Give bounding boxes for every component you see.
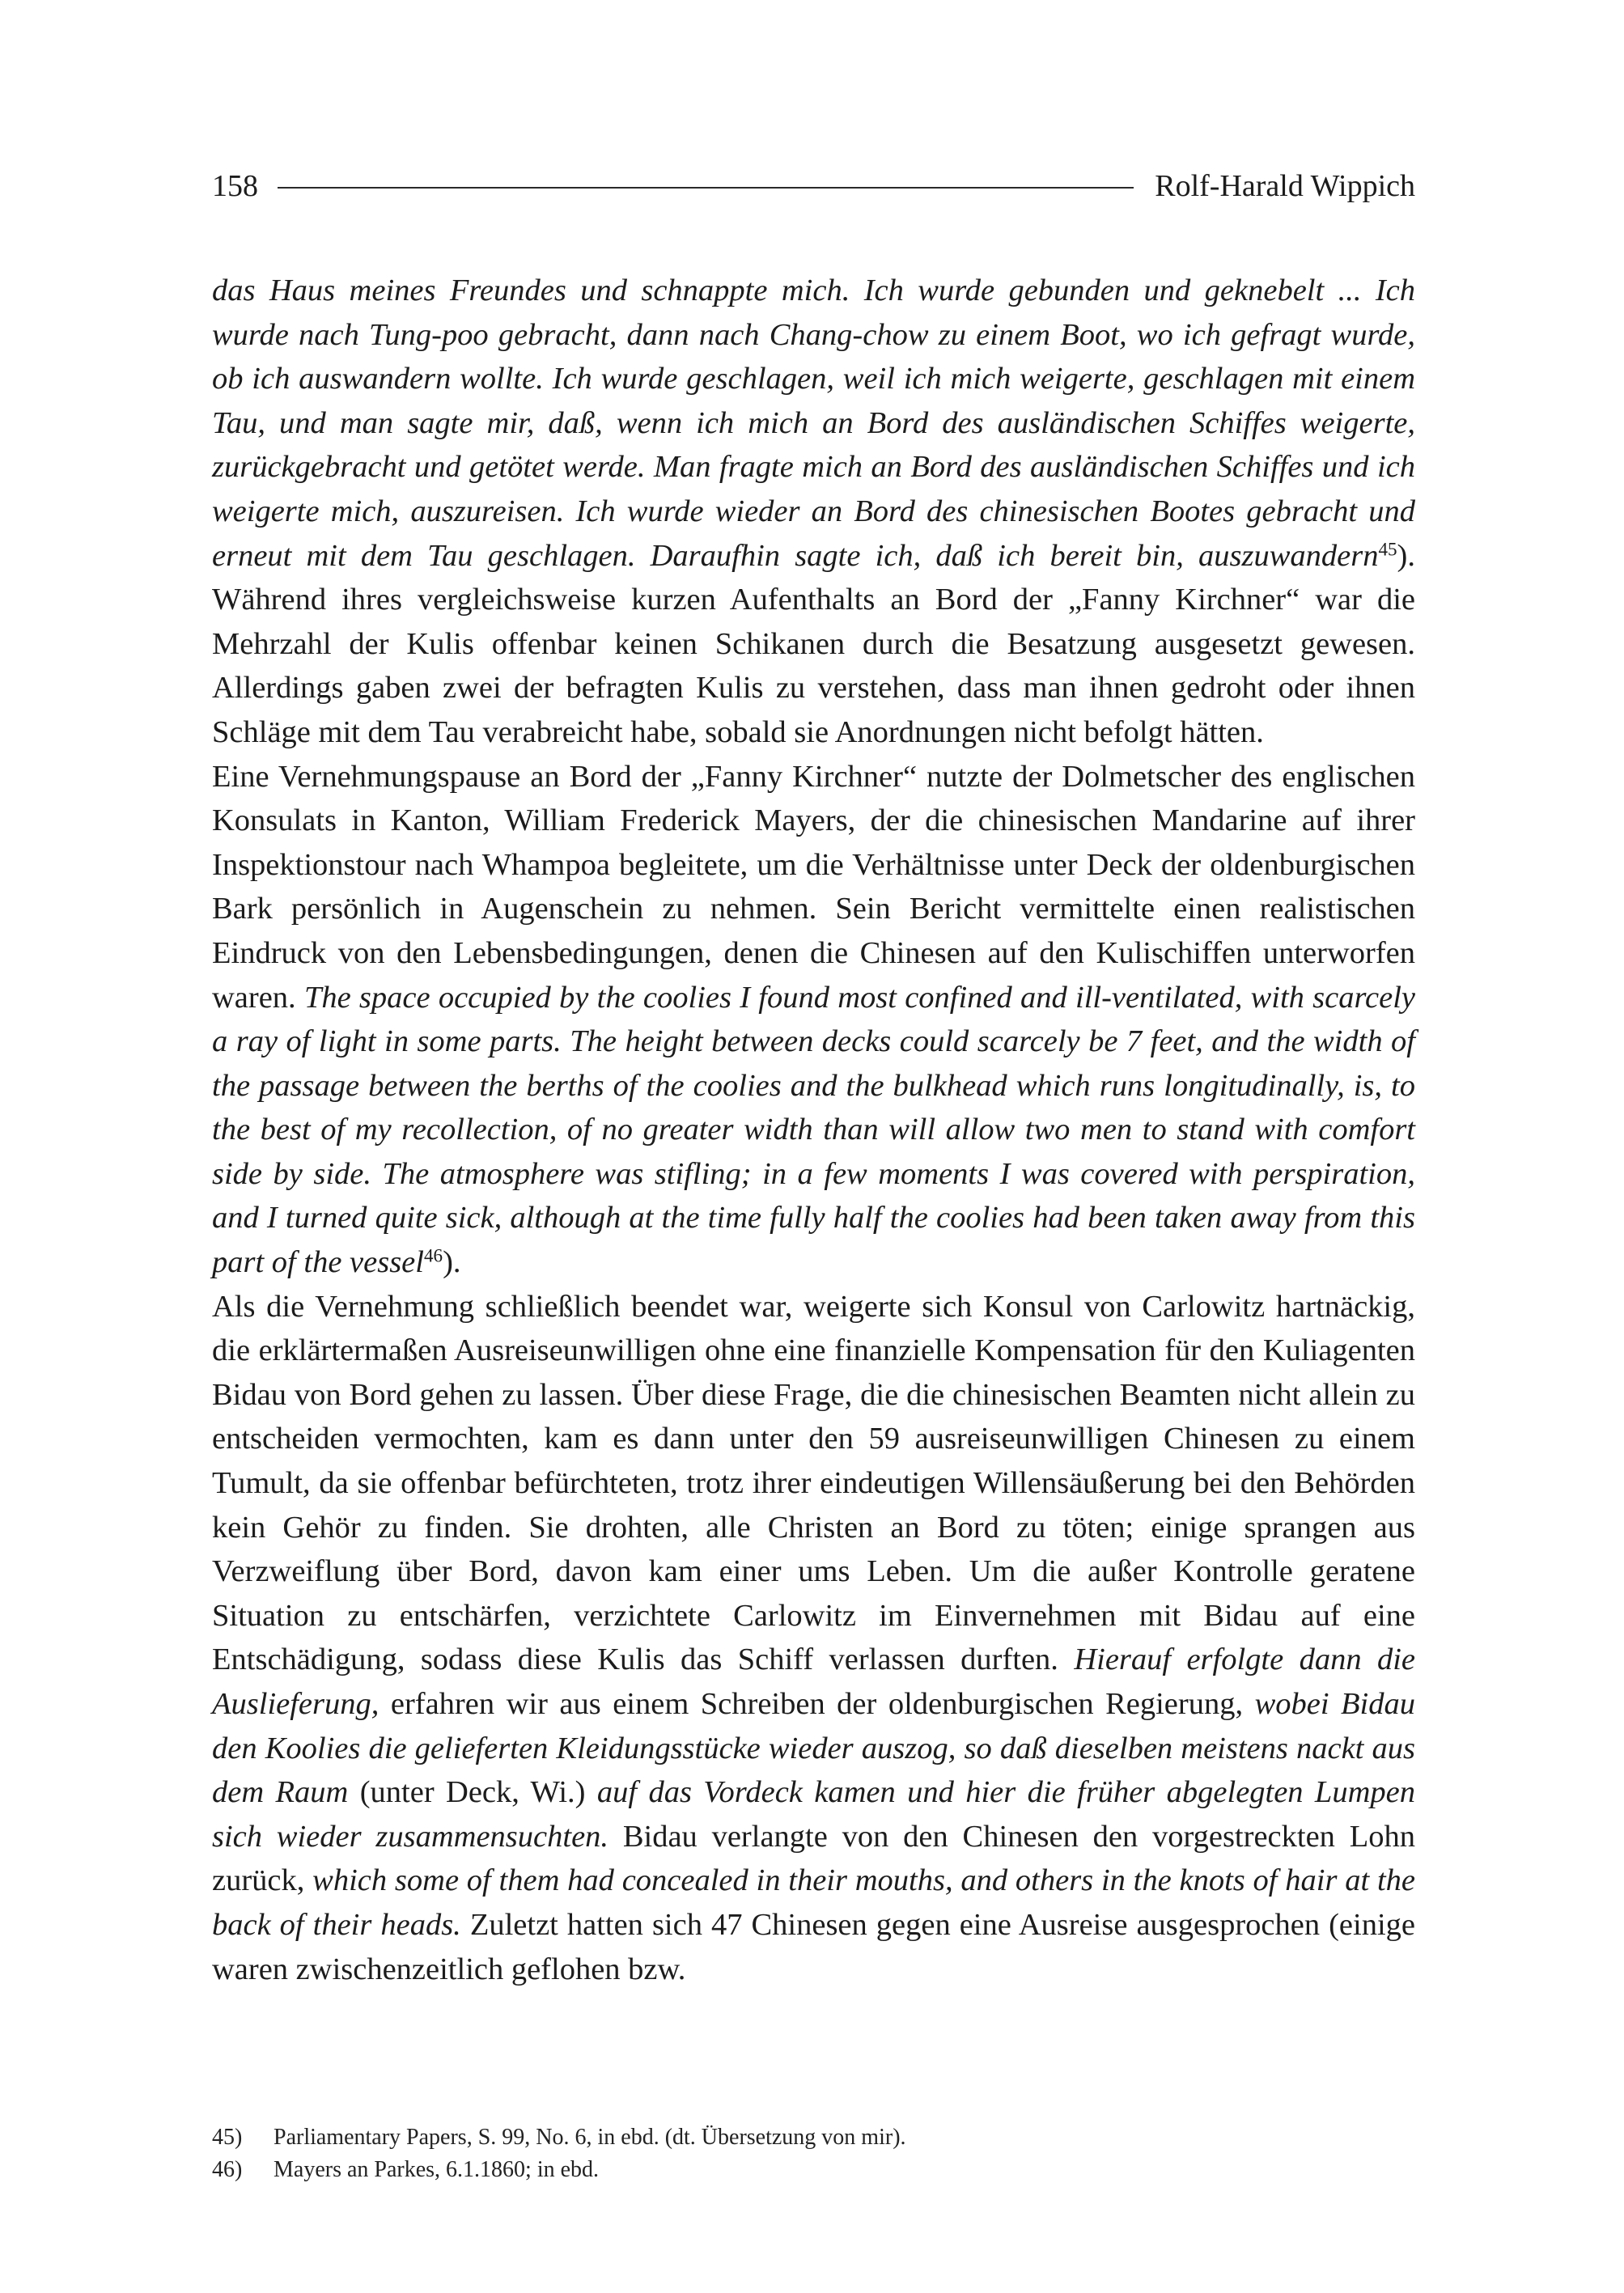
running-head: Rolf-Harald Wippich — [1155, 169, 1415, 203]
paragraph-1 — [212, 269, 1415, 755]
footnote-text: Parliamentary Papers, S. 99, No. 6, in ebd. (dt. Übersetzung von mir). — [273, 2125, 906, 2150]
body-text: Zuletzt hatten sich 47 Chinesen gegen eine Ausreise ausgesprochen (einige waren zwischenzeitlich geflohen bzw. — [212, 1907, 1415, 1986]
quote-text: The space occupied by the coolies I found most confined and ill-ventilated, with scarcely a ray of light in some parts. The height between decks could scarcely be 7 feet, and the width of the passage between the berths of the coolies and the bulkhead which runs longitudinally, is, to the best of my recollection, of no greater width than will allow two men to stand with comfort side by side. The atmosphere was stifling; in a few moments I was covered with perspiration, and I turned quite sick, although at the time fully half the coolies had been taken away from this part of the vessel — [212, 980, 1416, 1280]
quote-text: Hierauf erfolgte dann die Auslieferung, — [212, 1642, 1415, 1721]
page-number: 158 — [212, 169, 258, 203]
main-text — [212, 269, 1415, 1991]
footnote-text: Mayers an Parkes, 6.1.1860; in ebd. — [273, 2157, 600, 2182]
footnote-ref-45: 45 — [1378, 537, 1397, 559]
body-text: Eine Vernehmungspause an Bord der „Fanny Kirchner“ nutzte der Dolmetscher des englischen Konsulats in Kanton, William Frederick Mayers, der die chinesischen Mandarine auf ihrer Inspektionstour nach Whampoa begleitete, um die Verhältnisse unter Deck der oldenburgischen Bark persönlich in Augenschein zu nehmen. Sein Bericht vermittelte einen realistischen Eindruck von den Lebensbedingungen, denen die Chinesen auf den Kulischiffen unterworfen waren. — [212, 759, 1415, 1015]
quote-text: which some of them had concealed in their mouths, and others in the knots of hair at the back of their heads. — [212, 1863, 1415, 1942]
quote-text: wobei Bidau den Koolies die gelieferten Kleidungsstücke wieder auszog, so daß dieselben meistens nackt aus dem Raum — [212, 1687, 1415, 1810]
footnotes — [212, 2121, 1415, 2186]
body-text: erfahren wir aus einem Schreiben der oldenburgischen Regierung, — [379, 1687, 1255, 1721]
paragraph-3 — [212, 1285, 1415, 1992]
footnote-number: 46) — [212, 2157, 243, 2182]
footnote-46 — [212, 2154, 1415, 2186]
paragraph-2 — [212, 755, 1415, 1285]
quote-text: auf das Vordeck kamen und hier die früher abgelegten Lumpen sich wieder zusammensuchten. — [212, 1775, 1415, 1854]
footnote-ref-46: 46 — [423, 1244, 443, 1266]
footnote-45 — [212, 2121, 1415, 2154]
body-text: (unter Deck, Wi.) — [348, 1775, 597, 1810]
body-text: Bidau verlangte von den Chinesen den vorgestreckten Lohn zurück, — [212, 1819, 1415, 1898]
body-text: Als die Vernehmung schließlich beendet war, weigerte sich Konsul von Carlowitz hartnäckig, die erklärtermaßen Ausreiseunwilligen ohne eine finanzielle Kompensation für den Kuliagenten Bidau von Bord gehen zu lassen. Über diese Frage, die die chinesischen Beamten nicht allein zu entscheiden vermochten, kam es dann unter den 59 ausreiseunwilligen Chinesen zu einem Tumult, da sie offenbar befürchteten, trotz ihrer eindeutigen Willensäußerung bei den Behörden kein Gehör zu finden. Sie drohten, alle Christen an Bord zu töten; einige sprangen aus Verzweiflung über Bord, davon kam einer ums Leben. Um die außer Kontrolle geratene Situation zu entschärfen, verzichtete Carlowitz im Einvernehmen mit Bidau auf eine Entschädigung, sodass diese Kulis das Schiff verlassen durften. — [212, 1289, 1415, 1677]
header-rule — [278, 187, 1134, 189]
quote-text: das Haus meines Freundes und schnappte mich. Ich wurde gebunden und geknebelt ... Ich wurde nach Tung-poo gebracht, dann nach Chang-chow zu einem Boot, wo ich gefragt wurde, ob ich auswandern wollte. Ich wurde geschlagen, weil ich mich weigerte, geschlagen mit einem Tau, und man sagte mir, daß, wenn ich mich an Bord des ausländischen Schiffes weigerte, zurückgebracht und getötet werde. Man fragte mich an Bord des ausländischen Schiffes und ich weigerte mich, auszureisen. Ich wurde wieder an Bord des chinesischen Bootes gebracht und erneut mit dem Tau geschlagen. Daraufhin sagte ich, daß ich bereit bin, auszuwandern — [212, 273, 1415, 573]
footnote-number: 45) — [212, 2125, 243, 2150]
body-text: ). — [443, 1245, 461, 1280]
page-header — [212, 162, 1415, 210]
body-text: ). Während ihres vergleichsweise kurzen Aufenthalts an Bord der „Fanny Kirchner“ war die Mehrzahl der Kulis offenbar keinen Schikanen durch die Besatzung ausgesetzt gewesen. Allerdings gaben zwei der befragten Kulis zu verstehen, dass man ihnen gedroht oder ihnen Schläge mit dem Tau verabreicht habe, sobald sie Anordnungen nicht befolgt hätten. — [212, 538, 1415, 749]
